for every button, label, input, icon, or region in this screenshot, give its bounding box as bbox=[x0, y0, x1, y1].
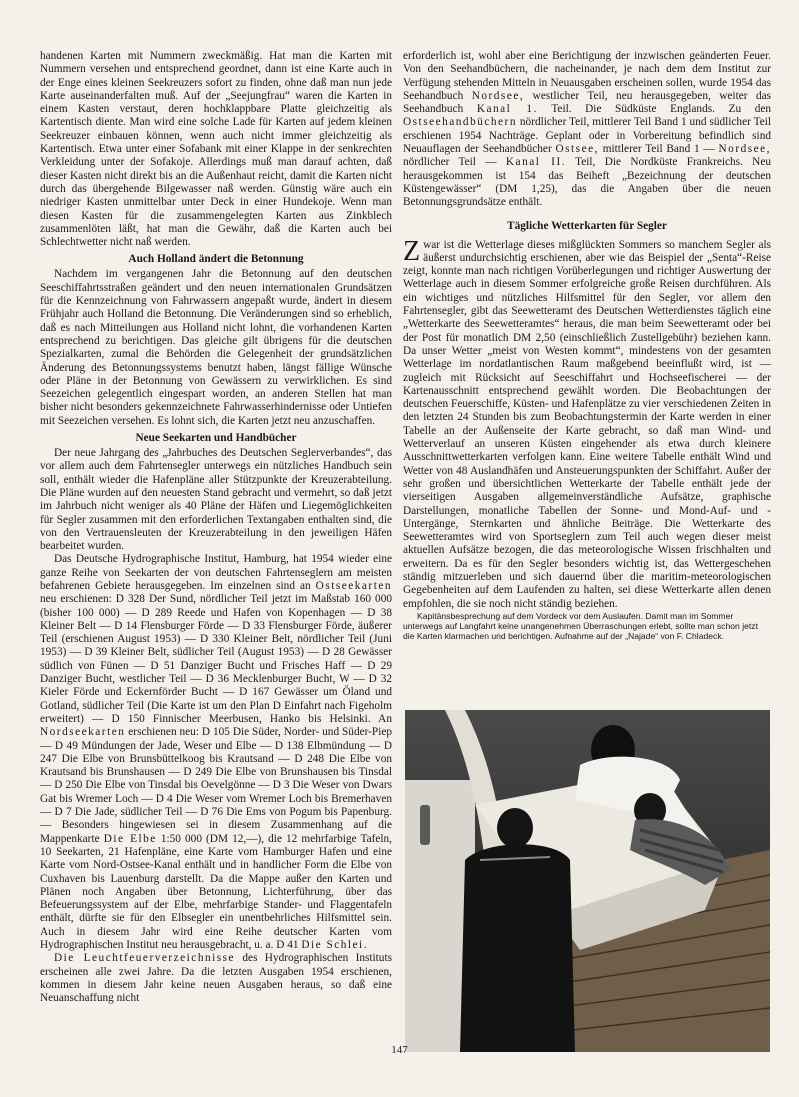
paragraph: handenen Karten mit Nummern zweckmäßig. Hat man die Karten mit Nummern versehen und entsprechend geordnet, dann ist eine Karte auch in der Enge eines kleinen Seekreuzers sofort zu finden, ohne daß man nun jede Karte auseinanderfalten muß. Auf der „Seejungfrau“ waren die Karten in einem Kasten verstaut, deren hochklappbare Platte gleichzeitig als Kartentisch diente. Man wird eine solche Lade für Karten auf jedem kleinen Seekreuzer einbauen können, wenn auch nicht immer gleichzeitig als Kartentisch. Etwa unter einer Sofabank mit einer Klappe in der senkrechten Verkleidung unter der Sofakoje. Allerdings muß man darauf achten, daß dieser Kasten nicht direkt bis an die Außenhaut reicht, damit die Karten nicht durch das übergehende Bilgewasser naß werden. Günstig wäre auch ein niedriger Kasten unmittelbar unter Deck in einer Hundekoje. Wenn man diesen Kasten für die zusammengelegten Karten aus Zinkblech zusammenlöten läßt, hat man die Gewähr, daß die Karten auch bei Schlechtwetter nicht naß werden. bbox=[40, 50, 392, 249]
emphasis-text: Kanal II. bbox=[505, 156, 567, 169]
text-run: erschienen neu: D 105 Die Süder, Norder- und Süder-Piep — D 49 Mündungen der Jade, Weser und Elbe — D 138 Elbmündung — D 247 Die Elbe von Brunsbüttelkoog bis Krautsand — D 248 Die Elbe von Krautsand bis Brunshausen — D 249 Die Elbe von Brunshausen bis Tinsdal — D 250 Die Elbe von Tinsdal bis Oevelgönne — D 3 Die Weser von Dwars Gat bis Wremer Loch — D 4 Die Weser vom Wremer Loch bis Bremerhaven — D 7 Die Jade, südlicher Teil — D 76 Die Ems von Pogum bis Papenburg. — Besonders hingewiesen sei in diesem Zusammenhang auf die Mappenkarte bbox=[40, 726, 392, 845]
text-run: nördlicher Teil — bbox=[403, 156, 497, 169]
section-heading-holland: Auch Holland ändert die Betonnung bbox=[128, 253, 304, 266]
text-run: des Hydrographischen Instituts erscheinen alle zwei Jahre. Da die letzten Ausgaben 1954 erschienen, kommen in diesem Jahr keine neuen Ausgaben heraus, so daß eine Neuanschaffung nicht bbox=[40, 952, 392, 1005]
section-heading-wetterkarten: Tägliche Wetterkarten für Segler bbox=[507, 219, 667, 232]
paragraph bbox=[40, 553, 392, 952]
paragraph bbox=[403, 235, 771, 611]
emphasis-text: Kanal 1. bbox=[476, 103, 538, 116]
right-column bbox=[403, 50, 771, 641]
text-run: Teil, Die Nordküste Frankreichs. Neu herausgekommen ist 154 das Beiheft „Bezeichnung der deutschen Küstengewässer“ (DM 1,25), das die Angaben über die neuen Betonnungsgrundsätze enthält. bbox=[403, 156, 772, 209]
paragraph bbox=[40, 952, 392, 1005]
emphasis-text: Die Elbe bbox=[103, 832, 157, 845]
photo-sailors-reading-chart bbox=[405, 710, 770, 1052]
emphasis-text: Ostseehandbüchern bbox=[403, 116, 517, 129]
text-run: erforderlich ist, wohl aber eine Berichtigung der inzwischen geänderten Feuer. Von den Seehandbüchern, die nacheinander, je nach dem dem Institut zur Verfügung stehenden Mitteln in Neuausgaben erscheinen sollen, wurde 1954 das Seehandbuch bbox=[403, 50, 771, 102]
paragraph bbox=[403, 50, 771, 210]
paragraph: Der neue Jahrgang des „Jahrbuches des Deutschen Seglerverbandes“, das vor allem auch dem Fahrtensegler unterwegs ein nützliches Handbuch sein soll, enthält wieder die Hafenpläne aller Stützpunkte der Kreuzerabteilung. Die Pläne wurden auf den neuesten Stand gebracht und vermehrt, so daß jetzt im Jahrbuch nicht weniger als 40 Pläne der Häfen und Liegemöglichkeiten für Segler zusammen mit den erforderlichen Textangaben enthalten sind, die von den Vertrauensleuten der Kreuzerabteilung in den jeweiligen Häfen bearbeitet wurden. bbox=[40, 447, 392, 553]
text-run: 1:50 000 (DM 12,—), die 12 mehrfarbige Tafeln, 10 Seekarten, 21 Hafenpläne, eine Karte vom Hamburger Hafen und eine Karte vom Nord-Ostsee-Kanal enthält und in handlicher Form die Elbe von Cuxhaven bis Lauenburg darstellt. Da die Mappe außer den Karten und Plänen noch Angaben über Betonnung, Lichterführung, über das Befeuerungssystem auf der Elbe, mehrfarbige Stander- und Flaggentafeln enthält, dürfte sie für den Elbsegler ein unentbehrliches Hilfsmittel sein. Auch in diesem Jahr wird eine Reihe deutscher Karten vom Hydrographischen Institut neu herausgebracht, u. a. D 41 bbox=[40, 832, 392, 951]
photo-illustration bbox=[405, 710, 770, 1052]
text-run: westlicher Teil, neu herausgegeben, weiter das Seehandbuch bbox=[403, 89, 772, 116]
text-run: Teil. Die Südküste Englands. Zu den bbox=[551, 103, 772, 116]
emphasis-text: Die Leuchtfeuerverzeichnisse bbox=[54, 952, 236, 965]
text-run: neu erschienen: D 328 Der Sund, nördlicher Teil jetzt im Maßstab 160 000 (bisher 100 000) — D 289 Reede und Hafen von Kopenhagen — D 38 Kleiner Belt — D 14 Flensburger Förde — D 33 Flensburger Förde, äußerer Teil (erschienen August 1953) — D 330 Kleiner Belt, nördlicher Teil (Juni 1953) — D 39 Kleiner Belt, südlicher Teil (August 1953) — D 28 Gewässer südlich von Fünen — D 51 Danziger Bucht und Frisches Haff — D 29 Danziger Bucht, westlicher Teil — D 36 Mecklenburger Bucht, W — D 32 Kieler Förde und Eckernförder Bucht — D 167 Gewässer um Öland und Gotland, südlicher Teil (Die Karte ist um den Plan D Einfahrt nach Figeholm erweitert) — D 150 Finnischer Meerbusen, Hanko bis Helsinki. An bbox=[40, 593, 392, 725]
left-column bbox=[40, 50, 392, 1005]
text-run: mittlerer Teil Band 1 — bbox=[602, 143, 715, 156]
page-number: 147 bbox=[391, 1044, 408, 1056]
emphasis-text: Ostseekarten bbox=[315, 579, 392, 592]
emphasis-text: Nordsee, bbox=[471, 89, 525, 102]
photo-caption: Kapitänsbesprechung auf dem Vordeck vor dem Auslaufen. Damit man im Sommer unterwegs auf Langfahrt keine unangenehmen Überraschungen erlebt, sollte man schon jetzt die Karten klarmachen und berichtigen. Aufnahme auf der „Najade“ von F. Chladeck. bbox=[403, 610, 758, 642]
paragraph: Nachdem im vergangenen Jahr die Betonnung auf den deutschen Seeschiffahrtsstraßen geändert und den neuen internationalen Grundsätzen für die Kennzeichnung von Fahrwassern angepaßt wurde, ändert in diesem Frühjahr auch Holland die Betonnung. Die Veränderungen sind so erheblich, daß es nach Mitteilungen aus Holland nicht lohnt, die vorhandenen Karten entsprechend zu berichtigen. Das gleiche gilt übrigens für die deutschen Spezialkarten, zumal die Behörden die Gelegenheit der grundsätzlichen Änderung des Betonnungssystems benutzt haben, längst fällige Wünsche oder Pläne in der Betonnung von Gewässern zu verwirklichen. Es sind Seezeichen gelegentlich eingespart worden, an anderen Stellen hat man bisher nicht besonders gekennzeichnete Fahrwasserhindernisse oder Untiefen mit Seezeichen versehen. Es lohnt sich, die Karten jetzt neu anzuschaffen. bbox=[40, 268, 392, 427]
emphasis-text: Nordsee, bbox=[718, 143, 771, 156]
text-run: Das Deutsche Hydrographische Institut, Hamburg, hat 1954 wieder eine ganze Reihe von Seekarten der von deutschen Fahrtenseglern am meisten befahrenen Gebiete herausgegeben. Im einzelnen sind an bbox=[40, 553, 392, 592]
emphasis-text: Nordseekarten bbox=[40, 726, 126, 739]
emphasis-text: Die Schlei. bbox=[301, 939, 369, 951]
text-run: nördlicher Teil, mittlerer Teil Band 1 und südlicher Teil erschienen 1954 Nachträge. Geplant oder in Vorbereitung befindlich sind Neuauflagen der Seehandbücher bbox=[403, 116, 771, 156]
text-run: war ist die Wetterlage dieses mißglückten Sommers so manchem Segler als äußerst undurchsichtig erschienen, aber wie das Beispiel der „Senta“-Reise zeigt, konnte man nach richtigen Vorüberlegungen und richtiger Auswertung der Wetterlage auch in diesem Sommer erfolgreiche große Reisen durchführen. Als ein wichtiges und nützliches Hilfsmittel für den Segler, vor allem den Fahrtensegler, gibt das Seewetteramt des Deutschen Wetterdienstes täglich eine „Wetterkarte des Seewetteramtes“ heraus, die man beim Seewetteramt oder bei der Post für monatlich DM 2,50 (einschließlich Zustellgebühr) beziehen kann. Da unser Wetter „meist von Westen kommt“, mindestens von der gesamten Wetterlage im nordatlantischen Raum maßgebend beeinflußt wird, ist — zugleich mit Rücksicht auf Seeschiffahrt und Hochseefischerei — der Kartenausschnitt entsprechend gewählt worden. Die Beobachtungen der deutschen Feuerschiffe, Küsten- und Hafenplätze zu vier verschiedenen Zeiten in den letzten 24 Stunden bis zum Beobachtungstermin der Karte werden in einer Tabelle an der Außenseite der Karte gebracht, so daß man Wind- und Wetterverlauf an unseren Küsten eingehender als etwa durch kleinere Ausschnittwetterkarten verfolgen kann. Eine weitere Tabelle enthält Wind und Wetter von 48 Auslandhäfen und Ansteuerungspunkten der Schiffahrt. Außer der sehr großen und übersichtlichen Wetterkarte der Tabelle enthält jede der vierseitigen Ausgaben allgemeinverständliche Aufsätze, graphische Darstellungen, monatliche Tabellen der Sonne- und Mond-Auf- und -Untergänge, Sternkarten und ähnliche Beiträge. Die Wetterkarte des Seewetteramtes wird von Sportseglern zum Teil auch wegen dieser meist aktuellen Aufsätze bezogen, die das meteorologische Wissen frischhalten und erweitern. Da es für den Segler besonders wichtig ist, das Wettergeschehen ständig mitzuerleben und sich dauernd über die maritim-meteorologischen Gegebenheiten auf dem Laufenden zu halten, sei diese Wetterkarte allen denen empfohlen, die sie noch nicht ständig beziehen. bbox=[403, 238, 771, 610]
section-heading-seekarten: Neue Seekarten und Handbücher bbox=[135, 432, 297, 445]
emphasis-text: Ostsee, bbox=[555, 143, 599, 156]
drop-cap: Z bbox=[403, 235, 421, 267]
